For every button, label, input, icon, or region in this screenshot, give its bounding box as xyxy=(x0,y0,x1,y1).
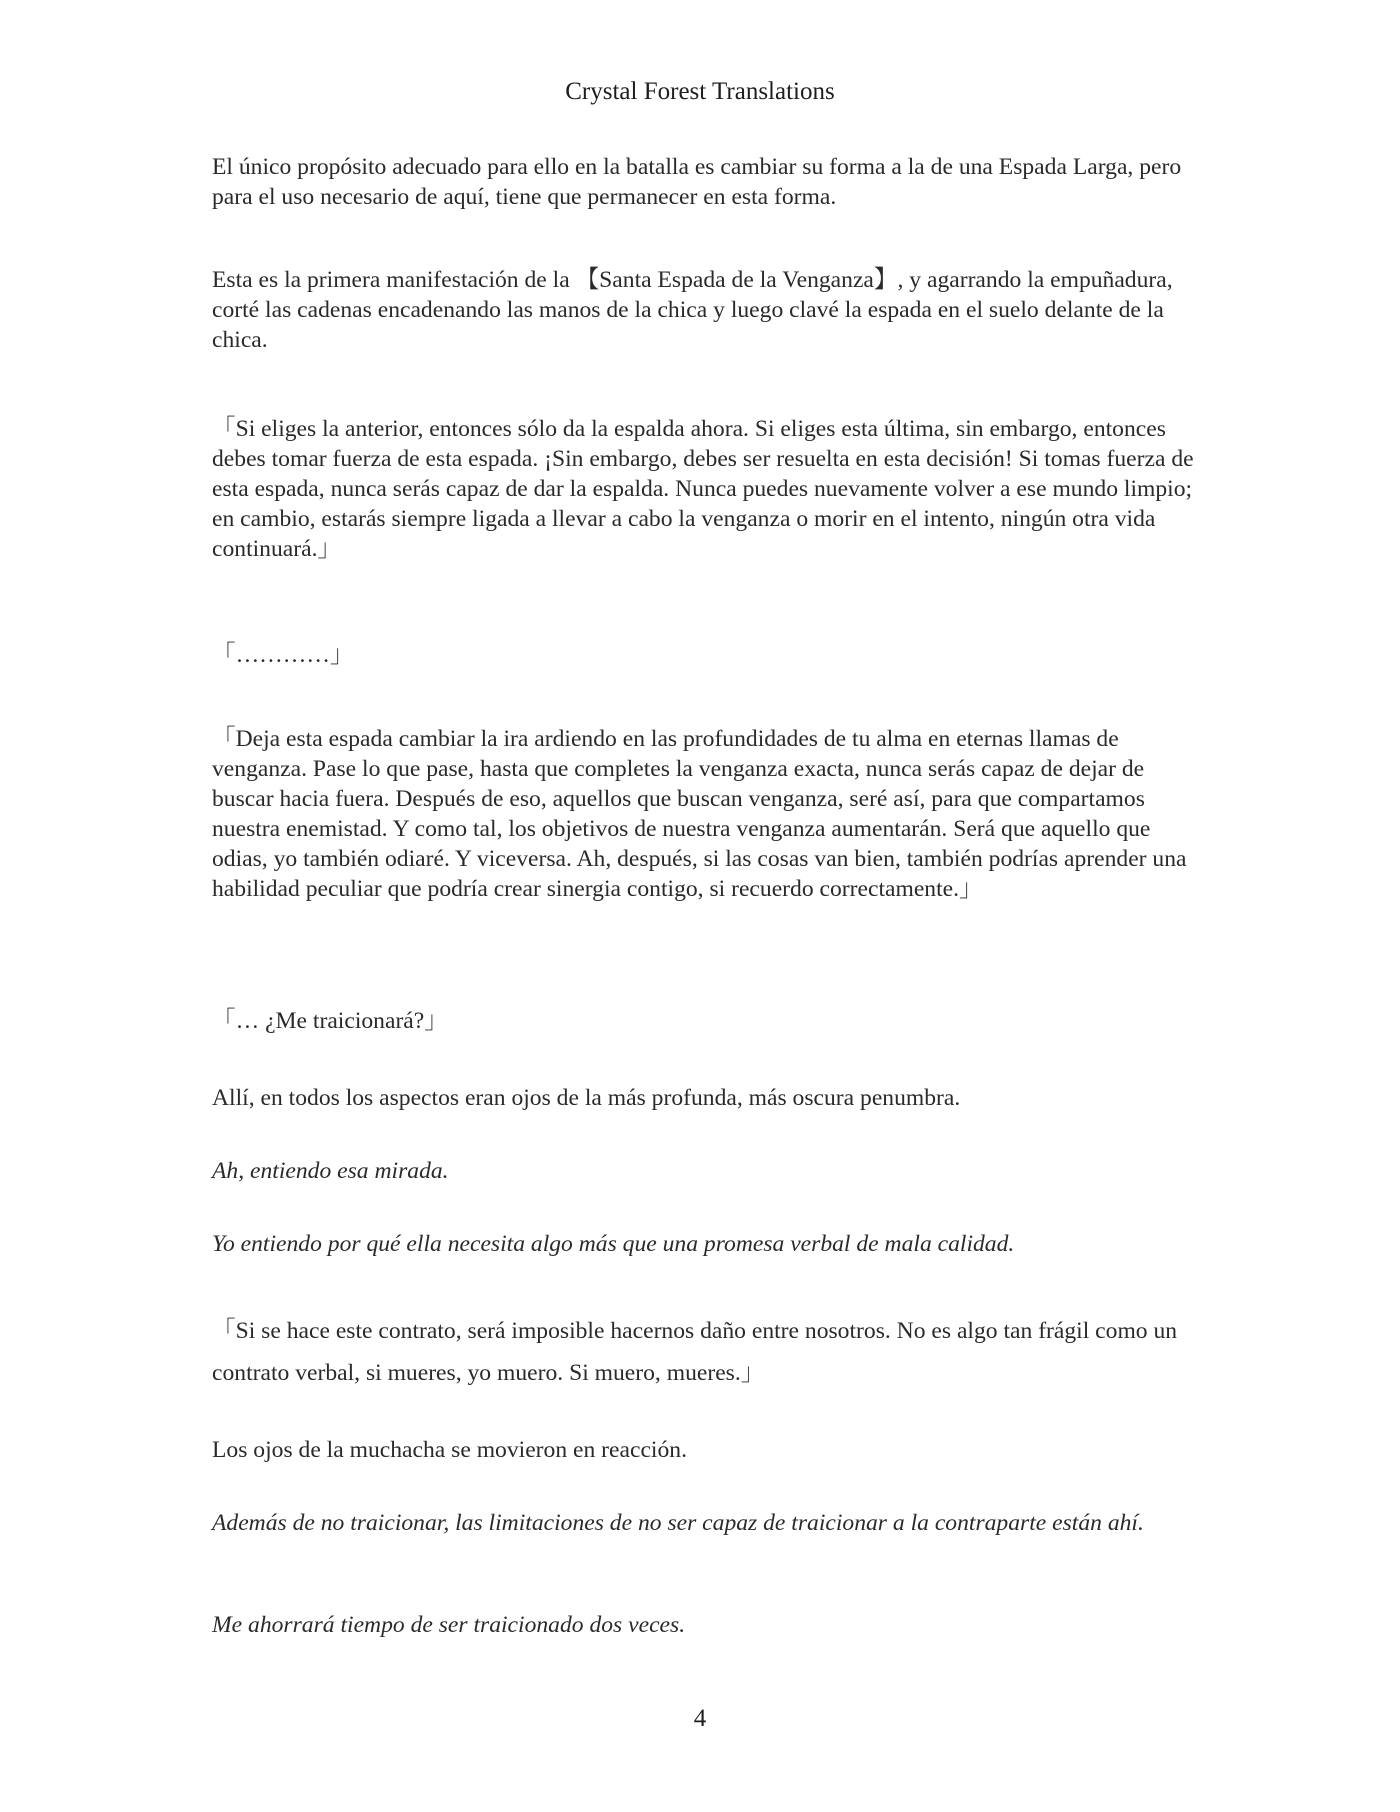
paragraph-3-dialogue: 「Si eliges la anterior, entonces sólo da la espalda ahora. Si eliges esta última, sin embargo, entonces debes tomar fuerza de esta espada. ¡Sin embargo, debes ser resuelta en esta decisión! Si tomas fuerza de esta espada, nunca serás capaz de dar la espalda. Nunca puedes nuevamente volver a ese mundo limpio; en cambio, estarás siempre ligada a llevar a cabo la venganza o morir en el intento, ningún otra vida continuará.」 xyxy=(212,416,1194,562)
page-number: 4 xyxy=(693,1705,707,1732)
paragraph-7: Allí, en todos los aspectos eran ojos de la más profunda, más oscura penumbra. xyxy=(212,1085,961,1111)
paragraph-4-dialogue: 「…………」 xyxy=(212,642,354,668)
paragraph-6-dialogue: 「… ¿Me traicionará?」 xyxy=(212,1008,448,1034)
paragraph-8-thought: Ah, entiendo esa mirada. xyxy=(212,1158,449,1184)
paragraph-1: El único propósito adecuado para ello en la batalla es cambiar su forma a la de una Espada Larga, pero para el uso necesario de aquí, tiene que permanecer en esta forma. xyxy=(212,154,1182,210)
paragraph-10-dialogue: 「Si se hace este contrato, será imposible hacernos daño entre nosotros. No es algo tan frágil como un contrato verbal, si mueres, yo muero. Si muero, mueres.」 xyxy=(212,1318,1178,1386)
paragraph-11: Los ojos de la muchacha se movieron en reacción. xyxy=(212,1437,687,1463)
paragraph-13-thought: Me ahorrará tiempo de ser traicionado dos veces. xyxy=(212,1612,686,1638)
paragraph-12-thought: Además de no traicionar, las limitaciones de no ser capaz de traicionar a la contraparte están ahí. xyxy=(212,1510,1144,1536)
page-header-title: Crystal Forest Translations xyxy=(565,78,835,105)
paragraph-5-dialogue: 「Deja esta espada cambiar la ira ardiendo en las profundidades de tu alma en eternas llamas de venganza. Pase lo que pase, hasta que completes la venganza exacta, nunca serás capaz de dejar de buscar hacia fuera. Después de eso, aquellos que buscan venganza, seré así, para que compartamos nuestra enemistad. Y como tal, los objetivos de nuestra venganza aumentarán. Será que aquello que odias, yo también odiaré. Y viceversa. Ah, después, si las cosas van bien, también podrías aprender una habilidad peculiar que podría crear sinergia contigo, si recuerdo correctamente.」 xyxy=(212,726,1187,902)
paragraph-9-thought: Yo entiendo por qué ella necesita algo más que una promesa verbal de mala calidad. xyxy=(212,1231,1015,1257)
paragraph-2: Esta es la primera manifestación de la 【Santa Espada de la Venganza】, y agarrando la empuñadura, corté las cadenas encadenando las manos de la chica y luego clavé la espada en el suelo delante de la chica. xyxy=(212,267,1173,353)
